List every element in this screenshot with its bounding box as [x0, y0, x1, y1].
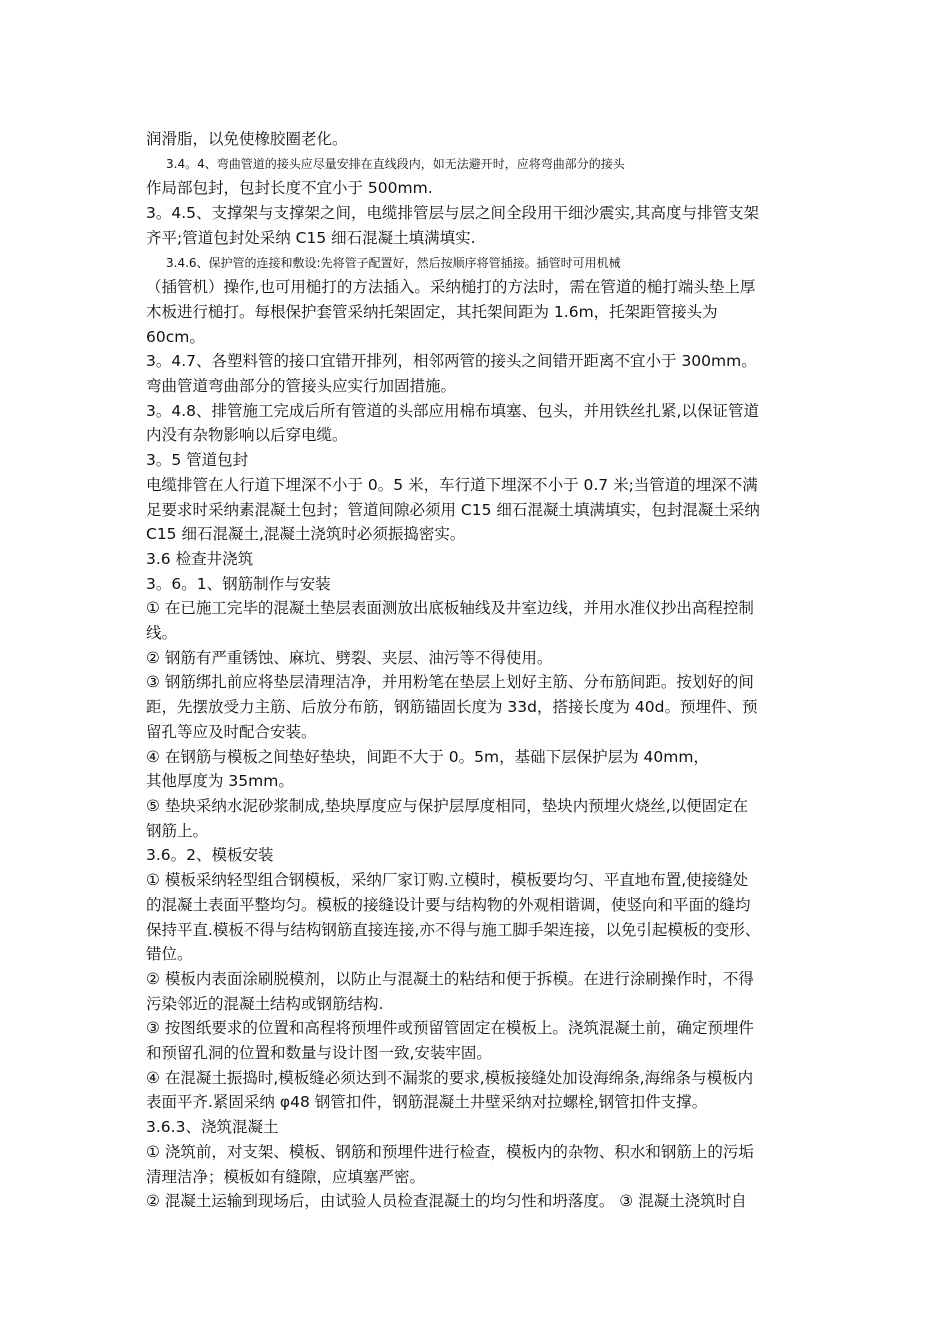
- text-line: ① 模板采纳轻型组合钢模板，采纳厂家订购.立模时，模板要均匀、平直地布置,使接缝处: [146, 871, 749, 890]
- text-line: ④ 在钢筋与模板之间垫好垫块，间距不大于 0。5m，基础下层保护层为 40mm，: [146, 747, 709, 766]
- text-line: C15 细石混凝土,混凝土浇筑时必须振捣密实。: [146, 525, 466, 544]
- text-line: 和预留孔洞的位置和数量与设计图一致,安装牢固。: [146, 1044, 492, 1063]
- text-line: 线。: [146, 624, 178, 643]
- text-line: ④ 在混凝土振捣时,模板缝必须达到不漏浆的要求,模板接缝处加设海绵条,海绵条与模板内: [146, 1068, 754, 1087]
- text-line: 污染邻近的混凝土结构或钢筋结构.: [146, 994, 384, 1013]
- text-line: ② 钢筋有严重锈蚀、麻坑、劈裂、夹层、油污等不得使用。: [146, 648, 553, 667]
- text-line: ⑤ 垫块采纳水泥砂浆制成,垫块厚度应与保护层厚度相同，垫块内预埋火烧丝,以便固定在: [146, 796, 749, 815]
- text-line: 清理洁净；模板如有缝隙，应填塞严密。: [146, 1167, 426, 1186]
- text-line: ① 浇筑前，对支架、模板、钢筋和预埋件进行检查，模板内的杂物、积水和钢筋上的污垢: [146, 1142, 754, 1161]
- text-line: 3。4.5、支撑架与支撑架之间，电缆排管层与层之间全段用干细沙震实,其高度与排管支架: [146, 204, 759, 223]
- text-line: 3.6 检查井浇筑: [146, 549, 254, 568]
- text-line: 3。6。1、钢筋制作与安装: [146, 574, 331, 593]
- text-line: ② 模板内表面涂刷脱模剂，以防止与混凝土的粘结和便于拆模。在进行涂刷操作时，不得: [146, 969, 754, 988]
- text-line: 3。4.7、各塑料管的接口宜错开排列，相邻两管的接头之间错开距离不宜小于 300mm。: [146, 352, 757, 371]
- text-line: 齐平;管道包封处采纳 C15 细石混凝土填满填实.: [146, 228, 476, 247]
- text-line: 3。5 管道包封: [146, 451, 249, 470]
- text-line: 60cm。: [146, 327, 205, 346]
- text-line: 弯曲管道弯曲部分的管接头应实行加固措施。: [146, 377, 457, 396]
- text-line: 3.6。2、模板安装: [146, 846, 274, 865]
- text-line: 3.6.3、浇筑混凝土: [146, 1118, 279, 1137]
- text-line: 钢筋上。: [146, 821, 209, 840]
- text-line: 3.4。4、弯曲管道的接头应尽量安排在直线段内，如无法避开时，应将弯曲部分的接头: [166, 156, 625, 171]
- text-line: 保持平直.模板不得与结构钢筋直接连接,亦不得与施工脚手架连接，以免引起模板的变形、: [146, 920, 761, 939]
- text-line: ③ 钢筋绑扎前应将垫层清理洁净，并用粉笔在垫层上划好主筋、分布筋间距。按划好的间: [146, 673, 754, 692]
- text-line: 3.4.6、保护管的连接和敷设:先将管子配置好，然后按顺序将管插接。插管时可用机械: [166, 255, 621, 270]
- text-line: 其他厚度为 35mm。: [146, 772, 294, 791]
- text-line: ③ 按图纸要求的位置和高程将预埋件或预留管固定在模板上。浇筑混凝土前，确定预埋件: [146, 1019, 754, 1038]
- text-line: 3。4.8、排管施工完成后所有管道的头部应用棉布填塞、包头，并用铁丝扎紧,以保证管道: [146, 401, 759, 420]
- text-line: 错位。: [146, 945, 193, 964]
- text-line: （插管机）操作,也可用槌打的方法插入。采纳槌打的方法时，需在管道的槌打端头垫上厚: [146, 278, 756, 297]
- text-line: 木板进行槌打。每根保护套管采纳托架固定，其托架间距为 1.6m，托架距管接头为: [146, 302, 718, 321]
- text-line: 留孔等应及时配合安装。: [146, 722, 317, 741]
- document-body: [146, 127, 816, 1214]
- text-line: ① 在已施工完毕的混凝土垫层表面测放出底板轴线及井室边线，并用水准仪抄出高程控制: [146, 599, 754, 618]
- text-line: 内没有杂物影响以后穿电缆。: [146, 426, 348, 445]
- text-line: 作局部包封，包封长度不宜小于 500mm.: [146, 179, 433, 198]
- text-line: 距，先摆放受力主筋、后放分布筋，钢筋锚固长度为 33d，搭接长度为 40d。预埋件、预: [146, 698, 758, 717]
- text-line: 电缆排管在人行道下埋深不小于 0。5 米，车行道下埋深不小于 0.7 米;当管道的埋深不满: [146, 475, 758, 494]
- text-line: 润滑脂，以免使橡胶圈老化。: [146, 130, 348, 148]
- text-line: 表面平齐.紧固采纳 φ48 钢管扣件，钢筋混凝土井壁采纳对拉螺栓,钢管扣件支撑。: [146, 1093, 708, 1112]
- text-line: 的混凝土表面平整均匀。模板的接缝设计要与结构物的外观相谐调，使竖向和平面的缝均: [146, 895, 751, 914]
- text-line: 足要求时采纳素混凝土包封；管道间隙必须用 C15 细石混凝土填满填实，包封混凝土采纳: [146, 500, 760, 519]
- text-line: ② 混凝土运输到现场后，由试验人员检查混凝土的均匀性和坍落度。 ③ 混凝土浇筑时自: [146, 1192, 747, 1211]
